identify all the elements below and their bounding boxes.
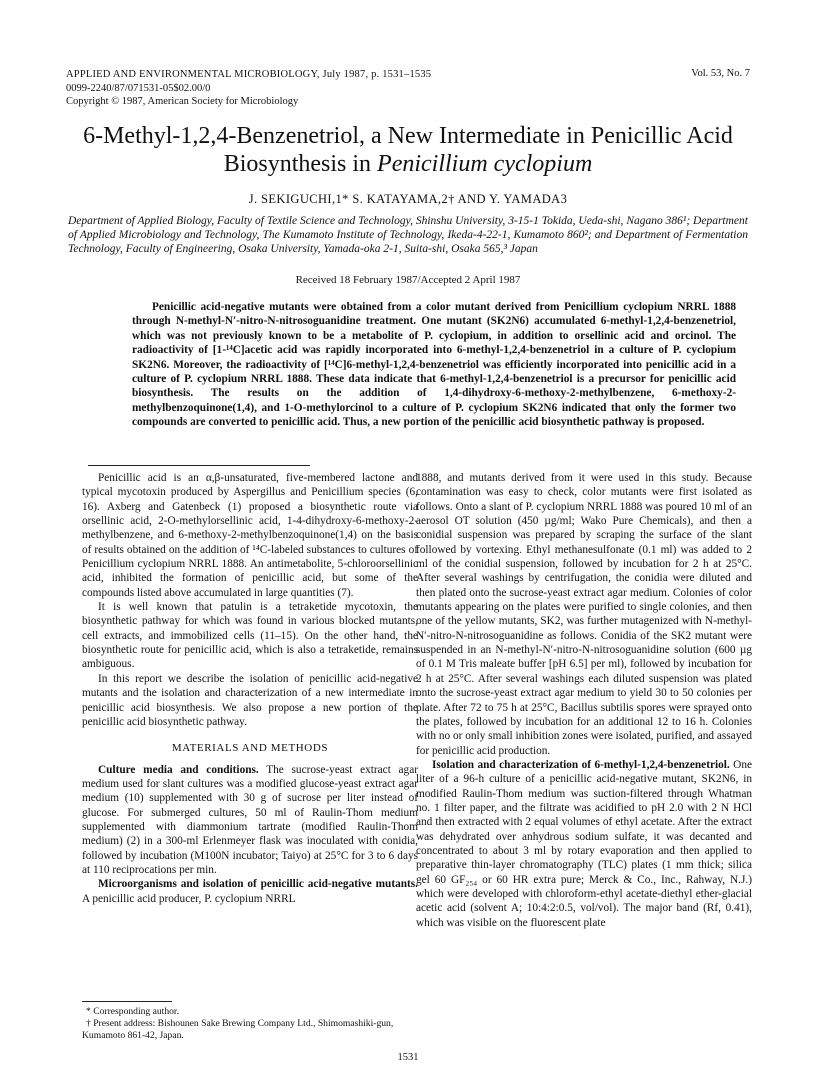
title-line-2-text: Biosynthesis in	[223, 151, 378, 177]
title-line-2	[40, 150, 776, 178]
culture-text: The sucrose-yeast extract agar medium used for slant cultures was a modified glucose-yeast extract agar medium (10) supplemented with 30 g of sucrose per liter instead of glucose. For submerged cultures, 50 ml of Raulin-Thom medium supplemented with diammonium tartrate (modified Raulin-Thom medium) (2) in a 300-ml Erlenmeyer flask was inoculated with conidia, followed by incubation (M100N incubator; Taiyo) at 25°C for 3 to 6 days at 110 reciprocations per min.	[82, 763, 418, 876]
run-in-heading-mutants: Microorganisms and isolation of penicillic acid-negative mutants.	[98, 878, 418, 891]
footnote-divider	[82, 1001, 172, 1002]
run-in-heading-isolation: Isolation and characterization of 6-methyl-1,2,4-benzenetriol.	[432, 758, 730, 771]
received-dates: Received 18 February 1987/Accepted 2 April 1987	[295, 274, 521, 286]
methods-heading: MATERIALS AND METHODS	[171, 742, 329, 755]
author-list: J. SEKIGUCHI,1* S. KATAYAMA,2† AND Y. YAMADA3	[248, 192, 568, 206]
article-code: 0099-2240/87/071531-05$02.00/0	[66, 82, 211, 94]
methods-paragraph-mutants	[82, 877, 418, 906]
title-line-1: 6-Methyl-1,2,4-Benzenetriol, a New Intermediate in Penicillic Acid	[83, 123, 733, 149]
page-number: 1531	[397, 1052, 419, 1063]
methods-paragraph-isolation	[416, 758, 752, 930]
intro-paragraph-1: Penicillic acid is an α,β-unsaturated, five-membered lactone and typical mycotoxin produced by Aspergillus and Penicillium species (6, 16). Axberg and Gatenbeck (1) proposed a biosynthetic route via orsellinic acid, 2-O-methylorsellinic acid, 1-4-dihydroxy-6-methoxy-2-methylbenzene, and 6-methoxy-2-methylbenzoquinone(1,4) on the basis of results obtained on the addition of ¹⁴C-labeled substances to cultures of Penicillium cyclopium NRRL 1888. An antimetabolite, 5-chloroorsellinic acid, inhibited the formation of penicillic acid, but some of the compounds listed above accumulated in large quantities (7).	[82, 472, 418, 599]
journal-header	[66, 68, 431, 109]
footnotes	[82, 1006, 418, 1042]
run-in-heading-culture: Culture media and conditions.	[98, 763, 259, 776]
mutants-text: A penicillic acid producer, P. cyclopium NRRL	[82, 892, 296, 905]
copyright-notice: Copyright © 1987, American Society for Microbiology	[66, 96, 299, 107]
footnote-corresponding: * Corresponding author.	[86, 1006, 179, 1017]
isolation-text: One liter of a 96-h culture of a penicillic acid-negative mutant, SK2N6, in modified Raulin-Thom medium was suction-filtered through Whatman no. 1 filter paper, and the filtrate was acidified to pH 2.0 with 2 N HCl and then extracted with 2 equal volumes of ethyl acetate. After the extract was dehydrated over anhydrous sodium sulfate, it was decanted and concentrated to about 3 ml by rotary evaporation and then applied to preparative thin-layer chromatography (TLC) plates (1 mm thick; silica gel 60 GF₂₅₄ or 60 HR extra pure; Merck & Co., Inc., Rahway, N.J.) which were developed with chloroform-ethyl acetate-diethyl ether-glacial acetic acid (solvent A; 10:4:2:0.5, vol/vol). The major band (Rf, 0.41), which was visible on the fluorescent plate	[416, 758, 752, 929]
journal-citation: APPLIED AND ENVIRONMENTAL MICROBIOLOGY, July 1987, p. 1531–1535	[66, 69, 432, 80]
section-divider	[88, 465, 310, 466]
footnote-present-address: † Present address: Bishounen Sake Brewing Company Ltd., Shimomashiki-gun, Kumamoto 861-42, Japan.	[82, 1018, 394, 1041]
intro-paragraph-2: It is well known that patulin is a tetraketide mycotoxin, the biosynthetic pathway for which was found in various blocked mutants, cell extracts, and immobilized cells (11–15). On the other hand, the biosynthetic route for penicillic acid, which is also a tetraketide, remains ambiguous.	[82, 601, 418, 671]
title-organism: Penicillium cyclopium	[377, 151, 593, 177]
paper-title	[40, 122, 776, 178]
left-column	[82, 471, 418, 906]
mutants-continued: 1888, and mutants derived from it were used in this study. Because contamination was easy to check, color mutants were first isolated as follows. Onto a slant of P. cyclopium NRRL 1888 was poured 10 ml of an aerosol OT solution (450 µg/ml; Wako Pure Chemicals), and then a conidial suspension was prepared by scraping the surface of the slant followed by vortexing. Ethyl methanesulfonate (0.1 ml) was added to 2 ml of the conidial suspension, followed by incubation for 2 h at 25°C. After several washings by centrifugation, the conidia were diluted and then plated onto the sucrose-yeast extract agar medium. Colonies of color mutants appearing on the plates were purified to single colonies, and then one of the yellow mutants, SK2, was further mutagenized with N-methyl-N′-nitro-N-nitrosoguanidine as follows. Conidia of the SK2 mutant were suspended in an N-methyl-N′-nitro-N-nitrosoguanidine solution (600 µg of 0.1 M Tris maleate buffer [pH 6.5] per ml), followed by incubation for 2 h at 25°C. After several washings each diluted suspension was plated onto the sucrose-yeast extract agar medium to yield 30 to 50 colonies per plate. After 72 to 75 h at 25°C, Bacillus subtilis spores were sprayed onto the plates, followed by incubation for an additional 12 to 16 h. Colonies with no or only small inhibition zones were isolated, purified, and assayed for penicillic acid production.	[416, 472, 753, 757]
right-column	[416, 471, 752, 930]
intro-paragraph-3: In this report we describe the isolation of penicillic acid-negative mutants and the isolation and characterization of a new intermediate in penicillic acid biosynthesis. We also propose a new portion of the penicillic acid biosynthetic pathway.	[82, 672, 418, 728]
methods-paragraph-culture	[82, 763, 418, 878]
affiliations: Department of Applied Biology, Faculty of Textile Science and Technology, Shinshu University, 3-15-1 Tokida, Ueda-shi, Nagano 386¹; Department of Applied Microbiology and Technology, The Kumamoto Institute of Technology, Ikeda-4-22-1, Kumamoto 860²; and Department of Fermentation Technology, Faculty of Engineering, Osaka University, Yamada-oka 2-1, Suita-shi, Osaka 565,³ Japan	[68, 215, 748, 256]
volume-issue: Vol. 53, No. 7	[691, 68, 750, 79]
abstract: Penicillic acid-negative mutants were obtained from a color mutant derived from Penicillium cyclopium NRRL 1888 through N-methyl-N′-nitro-N-nitrosoguanidine treatment. One mutant (SK2N6) accumulated 6-methyl-1,2,4-benzenetriol, which was not previously known to be a metabolite of P. cyclopium, in addition to orsellinic acid and orcinol. The radioactivity of [1-¹⁴C]acetic acid was rapidly incorporated into 6-methyl-1,2,4-benzenetriol in a culture of P. cyclopium SK2N6. Moreover, the radioactivity of [¹⁴C]6-methyl-1,2,4-benzenetriol was efficiently incorporated into penicillic acid in a culture of P. cyclopium NRRL 1888. These data indicate that 6-methyl-1,2,4-benzenetriol is a precursor for penicillic acid biosynthesis. The results on the addition of 1,4-dihydroxy-6-methoxy-2-methylbenzene, 6-methoxy-2-methylbenzoquinone(1,4), and 1-O-methylorcinol to a culture of P. cyclopium SK2N6 indicated that only the former two compounds are converted to penicillic acid. Thus, a new portion of the penicillic acid biosynthetic pathway is proposed.	[132, 301, 736, 429]
